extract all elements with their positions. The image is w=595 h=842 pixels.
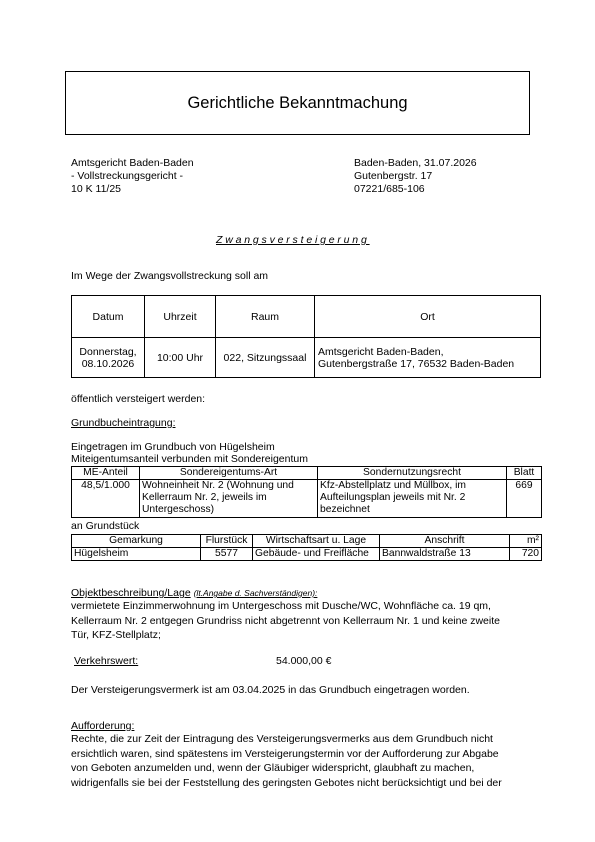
place-line-1: Amtsgericht Baden-Baden,	[318, 345, 444, 358]
object-heading-line	[71, 587, 317, 599]
parcel-use: Gebäude- und Freifläche	[253, 548, 380, 561]
parcel-district: Hügelsheim	[72, 548, 201, 561]
appointment-room: 022, Sitzungssaal	[216, 338, 315, 378]
place-line-2: Gutenbergstraße 17, 76532 Baden-Baden	[318, 357, 515, 370]
appointment-weekday: Donnerstag,	[79, 345, 137, 358]
parcel-header-plot: Flurstück	[201, 535, 253, 548]
appointment-day: 08.10.2026	[81, 357, 135, 370]
appointment-time: 10:00 Uhr	[145, 338, 216, 378]
parcel-header-address: Anschrift	[380, 535, 510, 548]
grundbuch-line-1: Eingetragen im Grundbuch von Hügelsheim	[71, 441, 275, 453]
value-amount: 54.000,00 €	[276, 655, 332, 667]
request-line-2: ersichtlich waren, sind spätestens im Versteigerungstermin vor der Aufforderung zur Abgabe	[71, 747, 499, 760]
unit-header-row	[72, 467, 542, 480]
object-description	[71, 599, 531, 643]
parcel-label: an Grundstück	[71, 520, 140, 532]
object-line-1: vermietete Einzimmerwohnung im Untergeschoss mit Dusche/WC, Wohnfläche ca. 19 qm,	[71, 600, 491, 612]
request-line-3: von Geboten anzumelden und, wenn der Gläubiger widerspricht, glaubhaft zu machen,	[71, 762, 475, 774]
parcel-row	[72, 548, 542, 561]
parcel-address: Bannwaldstraße 13	[380, 548, 510, 561]
header-date: Datum	[72, 296, 145, 338]
unit-row	[72, 480, 542, 518]
section-heading: Zwangsversteigerung	[216, 234, 370, 246]
contact-block	[354, 157, 477, 196]
parcel-area: 720	[510, 548, 542, 561]
unit-sheet: 669	[507, 480, 542, 518]
unit-right-line-1: Kfz-Abstellplatz und Müllbox, im	[320, 480, 466, 491]
court-block	[71, 157, 194, 196]
court-name: Amtsgericht Baden-Baden	[71, 157, 194, 169]
appointment-header-row	[72, 296, 541, 338]
unit-header-type: Sondereigentums-Art	[140, 467, 318, 480]
appointment-place	[315, 338, 541, 378]
document-title: Gerichtliche Bekanntmachung	[187, 93, 408, 112]
unit-share: 48,5/1.000	[72, 480, 140, 518]
header-room: Raum	[216, 296, 315, 338]
street: Gutenbergstr. 17	[354, 170, 433, 182]
parcel-header-row	[72, 535, 542, 548]
unit-right-line-2: Aufteilungsplan jeweils mit Nr. 2	[320, 492, 466, 503]
grundbuch-line-2: Miteigentumsanteil verbunden mit Sondereigentum	[71, 453, 308, 465]
grundbuch-info	[71, 441, 308, 465]
registration-text: Der Versteigerungsvermerk ist am 03.04.2025 in das Grundbuch eingetragen worden.	[71, 684, 470, 696]
unit-right-line-3: bezeichnet	[320, 504, 370, 515]
parcel-table	[71, 534, 542, 561]
case-number: 10 K 11/25	[71, 183, 122, 195]
object-heading: Objektbeschreibung/Lage	[71, 587, 191, 599]
unit-table	[71, 466, 542, 518]
parcel-header-use: Wirtschaftsart u. Lage	[253, 535, 380, 548]
unit-type-line-3: Untergeschoss)	[142, 504, 215, 515]
parcel-header-area: m²	[510, 535, 542, 548]
appointment-date	[72, 338, 145, 378]
header-place: Ort	[315, 296, 541, 338]
unit-type-line-2: Kellerraum Nr. 2, jeweils im	[142, 492, 267, 503]
unit-header-sheet: Blatt	[507, 467, 542, 480]
value-label: Verkehrswert:	[74, 655, 139, 667]
object-line-2: Kellerraum Nr. 2 entgegen Grundriss nicht abgetrennt von Kellerraum Nr. 1 und keine zweite	[71, 614, 500, 627]
object-note: (lt.Angabe d. Sachverständigen):	[193, 588, 318, 598]
appointment-table	[71, 295, 541, 378]
object-line-3: Tür, KFZ-Stellplatz;	[71, 629, 161, 641]
unit-type-line-1: Wohneinheit Nr. 2 (Wohnung und	[142, 480, 294, 491]
unit-right	[318, 480, 507, 518]
parcel-plot: 5577	[201, 548, 253, 561]
request-heading: Aufforderung:	[71, 720, 135, 732]
grundbuch-heading: Grundbucheintragung:	[71, 417, 176, 429]
auction-text: öffentlich versteigert werden:	[71, 393, 206, 405]
request-line-1: Rechte, die zur Zeit der Eintragung des Versteigerungsvermerks aus dem Grundbuch nicht	[71, 733, 493, 745]
unit-header-share: ME-Anteil	[72, 467, 140, 480]
intro-text: Im Wege der Zwangsvollstreckung soll am	[71, 270, 269, 282]
court-department: - Vollstreckungsgericht -	[71, 170, 184, 182]
title-box	[65, 71, 530, 135]
unit-header-right: Sondernutzungsrecht	[318, 467, 507, 480]
unit-type	[140, 480, 318, 518]
header-time: Uhrzeit	[145, 296, 216, 338]
request-text	[71, 732, 531, 790]
parcel-header-district: Gemarkung	[72, 535, 201, 548]
appointment-row	[72, 338, 541, 378]
phone: 07221/685-106	[354, 183, 425, 195]
place-date: Baden-Baden, 31.07.2026	[354, 157, 477, 169]
request-line-4: widrigenfalls sie bei der Feststellung des geringsten Gebotes nicht berücksichtigt und bei der	[71, 776, 502, 789]
